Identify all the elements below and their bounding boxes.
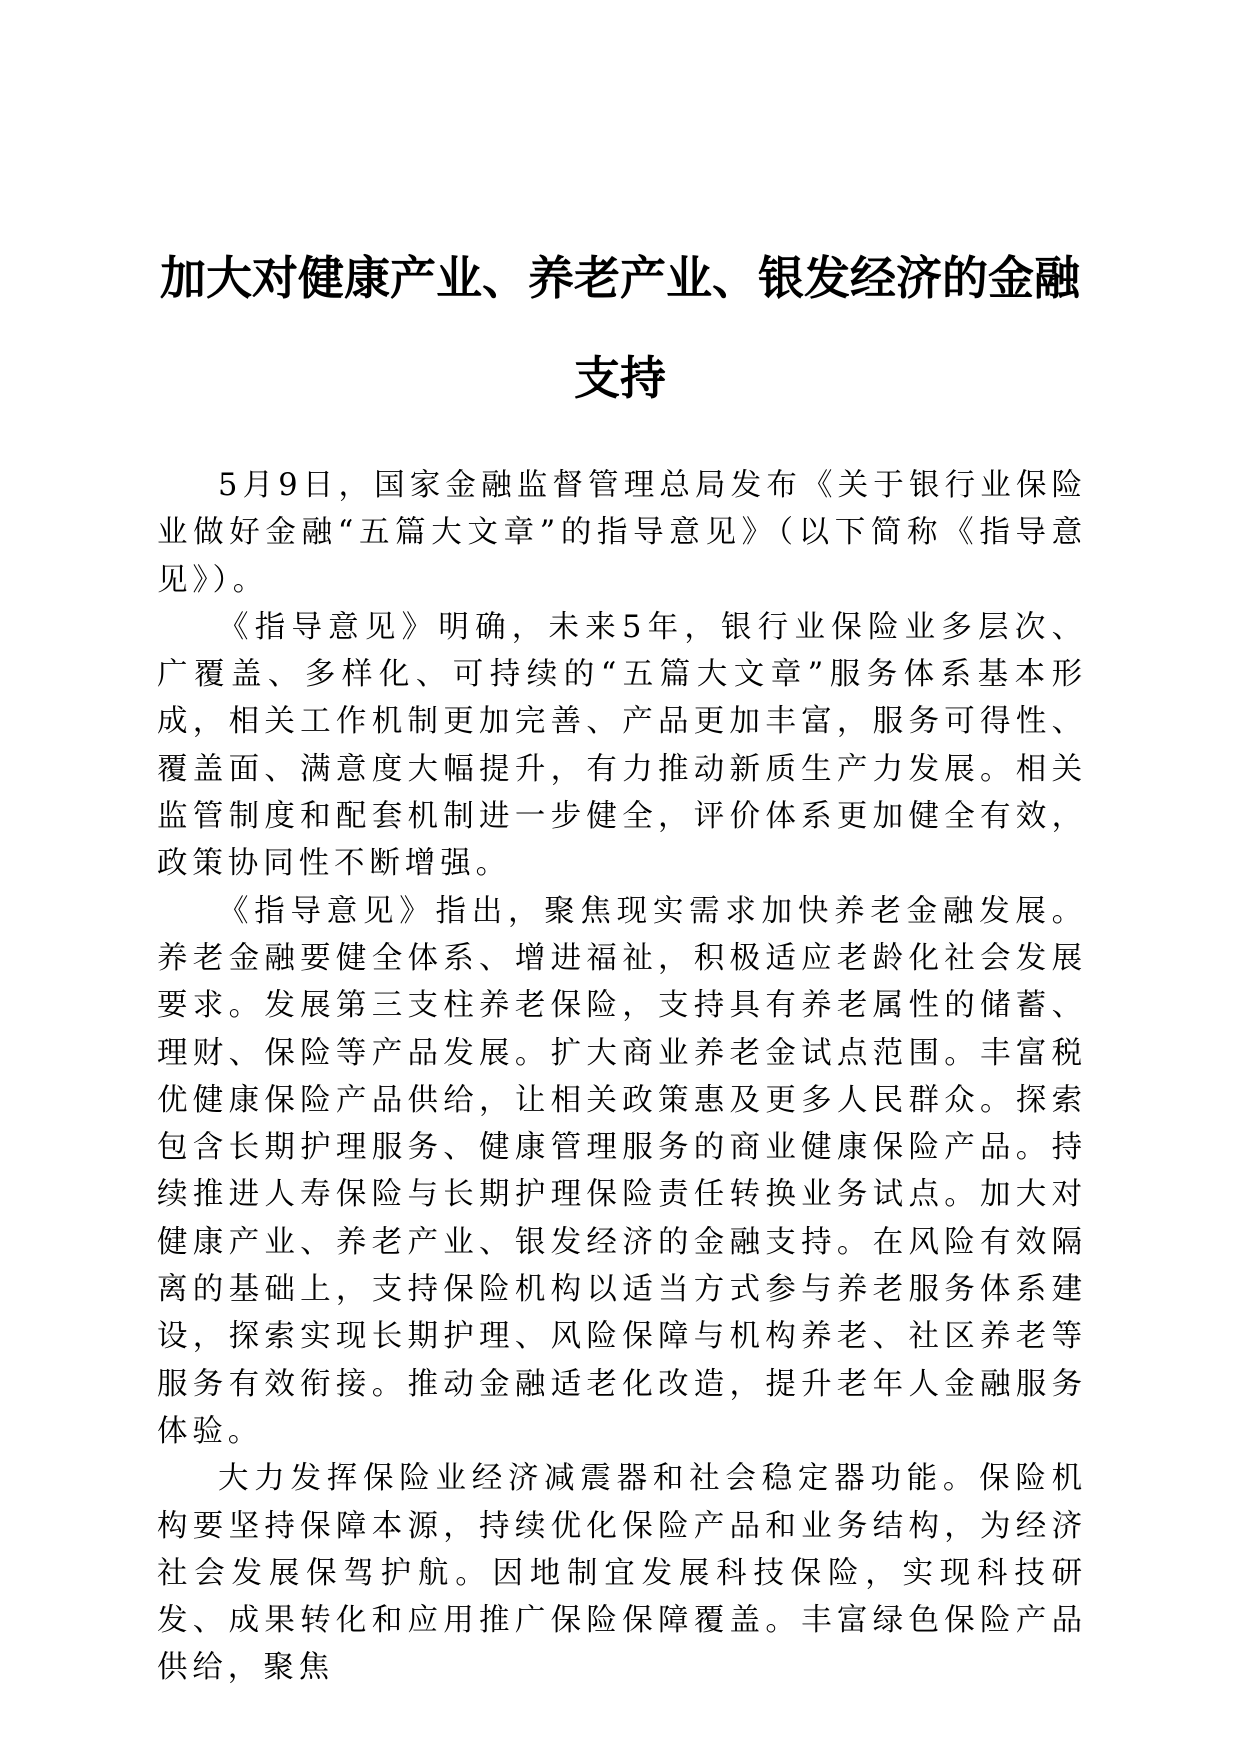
paragraph-1: 5月9日，国家金融监督管理总局发布《关于银行业保险业做好金融“五篇大文章”的指导意见》（以下简称《指导意见》）。 (157, 468, 1087, 598)
paragraph-3: 《指导意见》指出，聚焦现实需求加快养老金融发展。养老金融要健全体系、增进福祉，积极适应老龄化社会发展要求。发展第三支柱养老保险，支持具有养老属性的储蓄、理财、保险等产品发展。扩大商业养老金试点范围。丰富税优健康保险产品供给，让相关政策惠及更多人民群众。探索包含长期护理服务、健康管理服务的商业健康保险产品。持续推进人寿保险与长期护理保险责任转换业务试点。加大对健康产业、养老产业、银发经济的金融支持。在风险有效隔离的基础上，支持保险机构以适当方式参与养老服务体系建设，探索实现长期护理、风险保障与机构养老、社区养老等服务有效衔接。推动金融适老化改造，提升老年人金融服务体验。 (157, 893, 1087, 1449)
paragraph-2: 《指导意见》明确，未来5年，银行业保险业多层次、广覆盖、多样化、可持续的“五篇大文章”服务体系基本形成，相关工作机制更加完善、产品更加丰富，服务可得性、覆盖面、满意度大幅提升，有力推动新质生产力发展。相关监管制度和配套机制进一步健全，评价体系更加健全有效，政策协同性不断增强。 (157, 609, 1087, 882)
document-title (150, 228, 1090, 428)
title-line-1: 加大对健康产业、养老产业、银发经济的金融 (160, 251, 1080, 305)
paragraph-4: 大力发挥保险业经济减震器和社会稳定器功能。保险机构要坚持保障本源，持续优化保险产品和业务结构，为经济社会发展保驾护航。因地制宜发展科技保险，实现科技研发、成果转化和应用推广保险保障覆盖。丰富绿色保险产品供给，聚焦 (157, 1461, 1087, 1686)
document-body (157, 462, 1087, 1692)
title-line-2: 支持 (574, 351, 666, 405)
